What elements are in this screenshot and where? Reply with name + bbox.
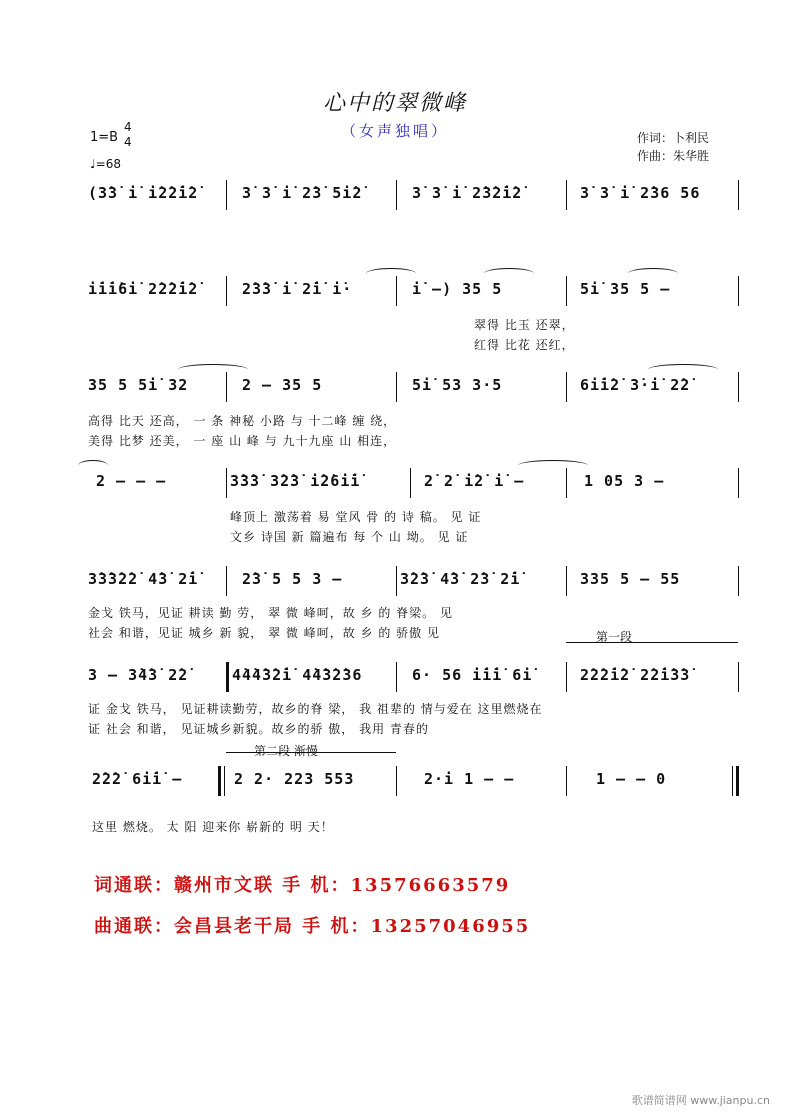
- measure: 1 05 3 –: [584, 472, 665, 490]
- measure: 2 – 35 5: [242, 376, 323, 394]
- notes-row-2: [88, 276, 740, 302]
- measure: 2̇ 2̇ i̇2̇ i̇ –: [424, 472, 525, 490]
- time-signature: [124, 120, 132, 150]
- key-signature: 1=B: [90, 130, 119, 145]
- lyric-line-2: 证 社会 和谐， 见证城乡新貌。故乡的骄 傲， 我用 青春的: [88, 722, 429, 736]
- site-watermark: 歌谱简谱网 www.jianpu.cn: [631, 1094, 770, 1107]
- measure: i̇i̇i̇6i̇ 2̇2̇2̇i̇2̇: [88, 280, 199, 298]
- measure: 6· 56 i̇i̇i̇ 6i̇: [412, 666, 533, 684]
- measure: 5i̇ 35 5 –: [580, 280, 671, 298]
- notes-row-6: [88, 662, 740, 688]
- measure: 2 2· 223 553: [234, 770, 355, 788]
- tempo-marking: ♩=68: [90, 157, 121, 171]
- measure: 3̇2̇3̇ 4̇3̇ 2̇3̇ 2̇i̇: [400, 570, 521, 588]
- lyric-line-2: 红得 比花 还红，: [474, 338, 575, 352]
- composer-credit: 作曲：朱华胜: [637, 149, 710, 163]
- measure: 4̇4̇4̇3̇2̇i̇ 4̇4̇3̇2̇36: [232, 666, 363, 684]
- measure: 2̇3̇ 5 5 3 –: [242, 570, 343, 588]
- measure: 3̇ 3̇ i̇ 2̇3̇2̇i̇2̇: [412, 184, 523, 202]
- notes-row-3: [88, 372, 740, 398]
- lyric-line-1: 高得 比天 还高， 一 条 神秘 小路 与 十二峰 缠 绕，: [88, 414, 397, 428]
- notes-row-1: [88, 180, 740, 206]
- measure: 3̇ 3̇ i̇ 2̇3̇ 5i̇2̇: [242, 184, 363, 202]
- measure: 2·i 1 – –: [424, 770, 515, 788]
- lyric-line-1: 金戈 铁马，见证 耕读 勤 劳， 翠 微 峰呵，故 乡 的 脊梁。 见: [88, 606, 453, 620]
- lyric-line-1: 这里 燃烧。 太 阳 迎来你 崭新的 明 天！: [92, 820, 334, 834]
- time-signature-bottom: 4: [124, 135, 132, 149]
- notes-row-4: [88, 468, 740, 494]
- measure: 2̇3̇3̇ i̇ 2̇i̇ i̇·: [242, 280, 353, 298]
- measure: 1 – – 0: [596, 770, 667, 788]
- lyric-line-2: 文乡 诗国 新 篇遍布 每 个 山 坳。 见 证: [230, 530, 469, 544]
- measure: 3 – 3̇4̇3̇ 2̇2̇: [88, 666, 189, 684]
- lyric-line-1: 峰顶上 激荡着 易 堂风 骨 的 诗 稿。 见 证: [230, 510, 482, 524]
- score-subtitle: （女声独唱）: [340, 122, 449, 140]
- measure: (3̇3̇ i̇ i̇2̇2̇i̇2̇: [88, 184, 199, 202]
- second-ending-label: 第二段 渐慢: [254, 744, 318, 758]
- measure: 2̇2̇2̇i̇2̇ 2̇2̇i̇3̇3̇: [580, 666, 691, 684]
- score-title: 心中的翠微峰: [322, 91, 467, 116]
- measure: 5i̇ 53 3·5: [412, 376, 503, 394]
- lyric-line-1: 证 金戈 铁马， 见证耕读勤劳，故乡的脊 梁， 我 祖辈的 情与爱在 这里燃烧在: [88, 702, 543, 716]
- notes-row-7: [88, 766, 740, 792]
- lyric-line-2: 美得 比梦 还美， 一 座 山 峰 与 九十九座 山 相连，: [88, 434, 397, 448]
- composer-contact: 曲通联：会昌县老干局 手 机：13257046955: [94, 916, 531, 937]
- time-signature-top: 4: [124, 120, 132, 134]
- measure: 2 – – –: [96, 472, 167, 490]
- measure: 35 5 5i̇ 32: [88, 376, 189, 394]
- lyricist-credit: 作词：卜利民: [637, 131, 710, 145]
- measure: 2̇2̇2̇ 6i̇i̇ –: [92, 770, 183, 788]
- measure: 3̇ 3̇ i̇ 2̇36 56: [580, 184, 701, 202]
- measure: 3̇3̇3̇ 3̇2̇3̇ i̇2̇6i̇i̇: [230, 472, 361, 490]
- measure: 3̇3̇3̇2̇2̇ 4̇3̇ 2̇i̇: [88, 570, 199, 588]
- notes-row-5: [88, 566, 740, 592]
- lyricist-contact: 词通联：赣州市文联 手 机：13576663579: [94, 875, 511, 896]
- measure: i̇ –) 35 5: [412, 280, 503, 298]
- first-ending-label: 第一段: [596, 630, 633, 644]
- lyric-line-1: 翠得 比玉 还翠，: [474, 318, 575, 332]
- measure: 6i̇i̇2̇ 3̇·i̇ 2̇2̇: [580, 376, 691, 394]
- lyric-line-2: 社会 和谐，见证 城乡 新 貌， 翠 微 峰呵，故 乡 的 骄傲 见: [88, 626, 440, 640]
- measure: 335 5 – 55: [580, 570, 681, 588]
